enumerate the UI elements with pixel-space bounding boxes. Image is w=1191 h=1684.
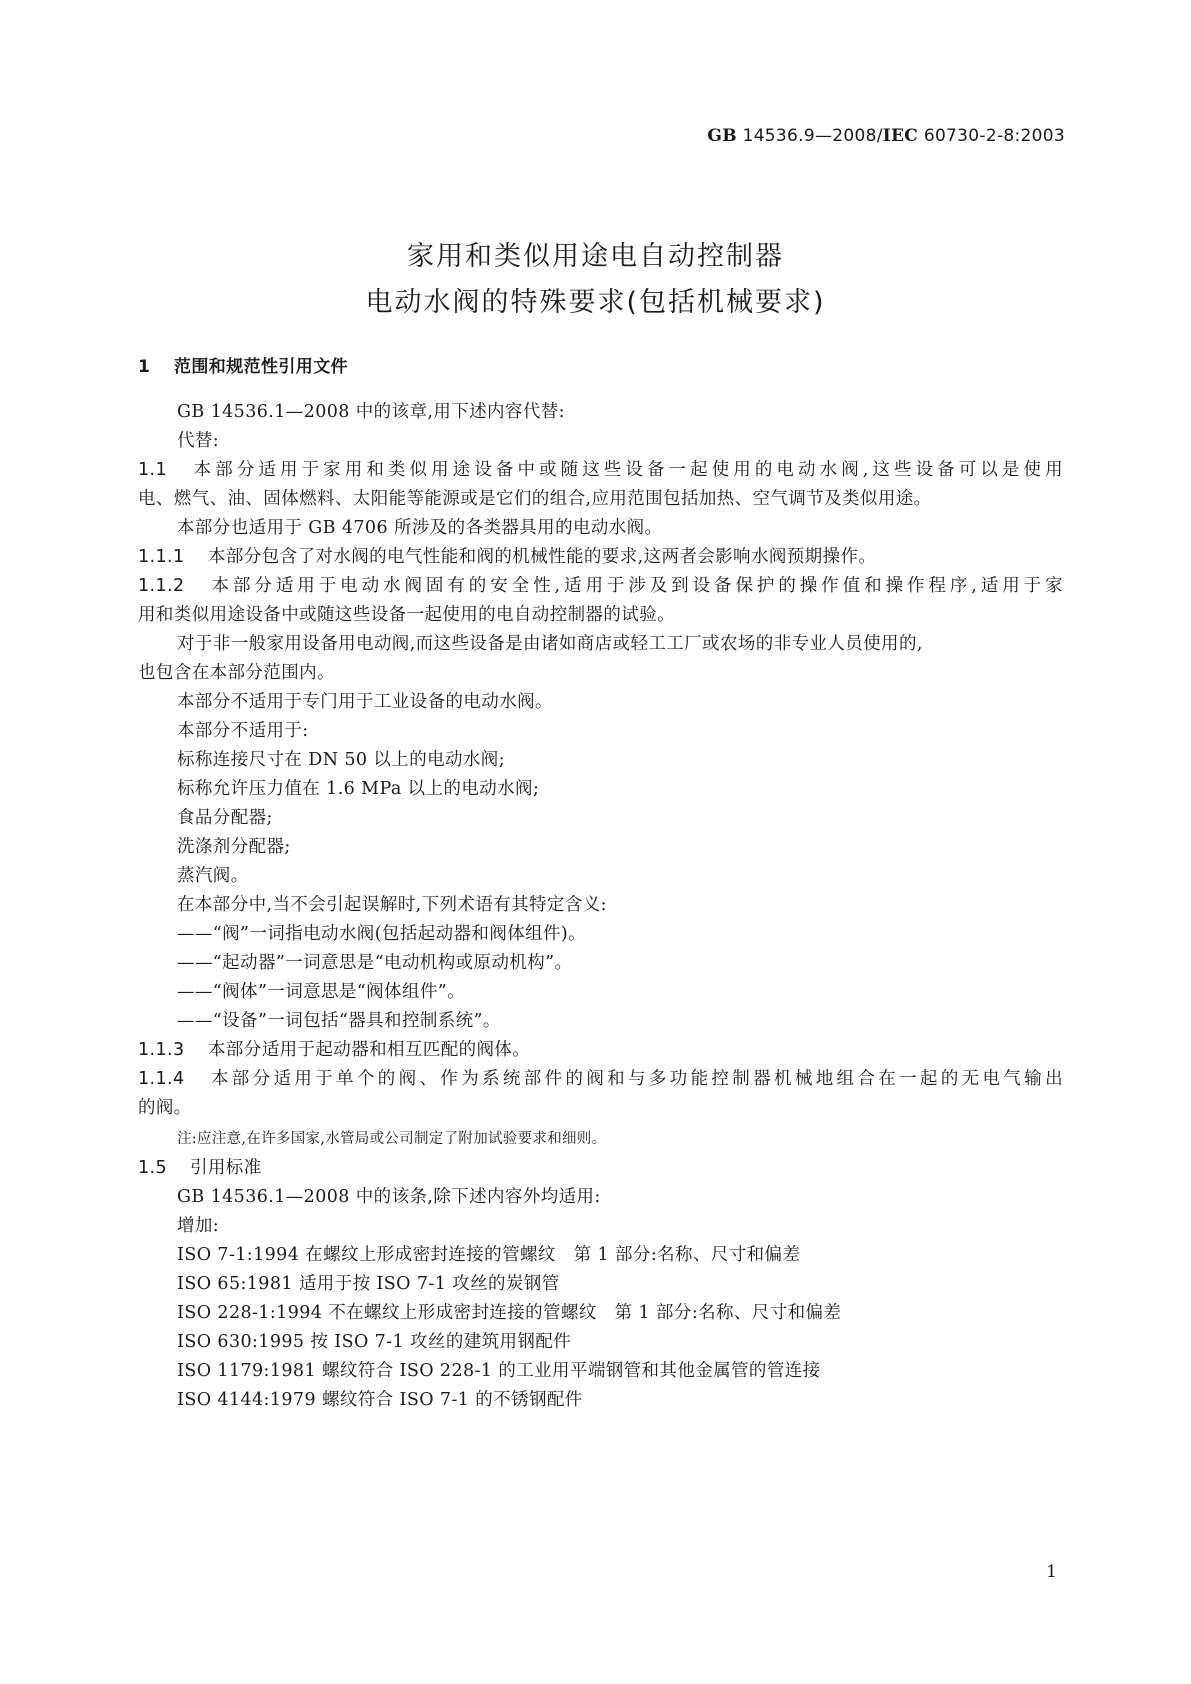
document-title-line1: 家用和类似用途电自动控制器: [407, 241, 784, 272]
paragraph: 的阀。: [138, 1098, 192, 1118]
reference-item: ISO 630:1995 按 ISO 7-1 攻丝的建筑用钢配件: [177, 1332, 572, 1352]
paragraph: 用和类似用途设备中或随这些设备一起使用的电自动控制器的试验。: [138, 605, 675, 625]
paragraph: 本部分不适用于专门用于工业设备的电动水阀。: [177, 692, 553, 712]
iec-prefix: IEC: [882, 126, 919, 146]
clause-1-5-heading: [138, 1154, 262, 1179]
reference-item: ISO 65:1981 适用于按 ISO 7-1 攻丝的炭钢管: [177, 1274, 560, 1294]
clause-title: 引用标准: [190, 1158, 262, 1178]
clause-1-1-3: [138, 1036, 530, 1061]
term-item: ——“阀”一词指电动水阀(包括起动器和阀体组件)。: [177, 924, 587, 944]
clause-1-1-4-line1: [138, 1065, 1063, 1090]
note: 注:应注意,在许多国家,水管局或公司制定了附加试验要求和细则。: [177, 1131, 607, 1147]
clause-number: 1.5: [138, 1158, 168, 1178]
clause-text: 本部分适用于起动器和相互匹配的阀体。: [208, 1040, 531, 1060]
list-item: 食品分配器;: [177, 808, 273, 828]
section-number: 1: [138, 357, 151, 377]
reference-item: ISO 4144:1979 螺纹符合 ISO 7-1 的不锈钢配件: [177, 1390, 583, 1410]
reference-item: ISO 7-1:1994 在螺纹上形成密封连接的管螺纹 第 1 部分:名称、尺寸和偏差: [177, 1245, 801, 1265]
paragraph: 电、燃气、油、固体燃料、太阳能等能源或是它们的组合,应用范围包括加热、空气调节及类似用途。: [138, 489, 932, 509]
iec-number: 60730-2-8:2003: [918, 126, 1065, 146]
clause-number: 1.1: [138, 460, 168, 480]
list-item: 标称连接尺寸在 DN 50 以上的电动水阀;: [177, 750, 505, 770]
term-item: ——“起动器”一词意思是“电动机构或原动机构”。: [177, 953, 573, 973]
paragraph: GB 14536.1—2008 中的该条,除下述内容外均适用:: [177, 1187, 601, 1207]
clause-1-1-line1: [138, 456, 1063, 481]
clause-number: 1.1.3: [138, 1040, 185, 1060]
paragraph: 增加:: [177, 1216, 220, 1236]
section-title: 范围和规范性引用文件: [174, 357, 348, 377]
clause-text: 本部分适用于电动水阀固有的安全性,适用于涉及到设备保护的操作值和操作程序,适用于家: [208, 576, 1063, 596]
reference-item: ISO 228-1:1994 不在螺纹上形成密封连接的管螺纹 第 1 部分:名称、尺寸和偏差: [177, 1303, 842, 1323]
page-number: 1: [1046, 1562, 1057, 1582]
paragraph: 在本部分中,当不会引起误解时,下列术语有其特定含义:: [177, 895, 607, 915]
clause-number: 1.1.2: [138, 576, 185, 596]
reference-item: ISO 1179:1981 螺纹符合 ISO 228-1 的工业用平端钢管和其他金属管的管连接: [177, 1361, 821, 1381]
clause-text: 本部分适用于单个的阀、作为系统部件的阀和与多功能控制器机械地组合在一起的无电气输出: [208, 1069, 1063, 1089]
paragraph: 本部分不适用于:: [177, 721, 309, 741]
paragraph: GB 14536.1—2008 中的该章,用下述内容代替:: [177, 402, 565, 422]
standard-prefix: GB: [707, 126, 737, 146]
clause-1-1-1: [138, 543, 876, 568]
term-item: ——“阀体”一词意思是“阀体组件”。: [177, 982, 465, 1002]
clause-number: 1.1.1: [138, 547, 185, 567]
standard-number: 14536.9—2008/: [736, 126, 883, 146]
paragraph: 代替:: [177, 431, 220, 451]
term-item: ——“设备”一词包括“器具和控制系统”。: [177, 1011, 501, 1031]
document-title-line2: 电动水阀的特殊要求(包括机械要求): [365, 287, 826, 318]
clause-text: 本部分适用于家用和类似用途设备中或随这些设备一起使用的电动水阀,这些设备可以是使用: [190, 460, 1063, 480]
clause-1-1-2-line1: [138, 572, 1063, 597]
list-item: 标称允许压力值在 1.6 MPa 以上的电动水阀;: [177, 779, 540, 799]
paragraph: 本部分也适用于 GB 4706 所涉及的各类器具用的电动水阀。: [177, 518, 663, 538]
paragraph: 也包含在本部分范围内。: [138, 663, 335, 683]
list-item: 洗涤剂分配器;: [177, 837, 291, 857]
section-heading: [138, 352, 348, 377]
paragraph: 对于非一般家用设备用电动阀,而这些设备是由诸如商店或轻工工厂或农场的非专业人员使用的,: [177, 634, 923, 654]
list-item: 蒸汽阀。: [177, 866, 249, 886]
standard-code-header: [707, 126, 1065, 146]
clause-number: 1.1.4: [138, 1069, 185, 1089]
clause-text: 本部分包含了对水阀的电气性能和阀的机械性能的要求,这两者会影响水阀预期操作。: [208, 547, 877, 567]
